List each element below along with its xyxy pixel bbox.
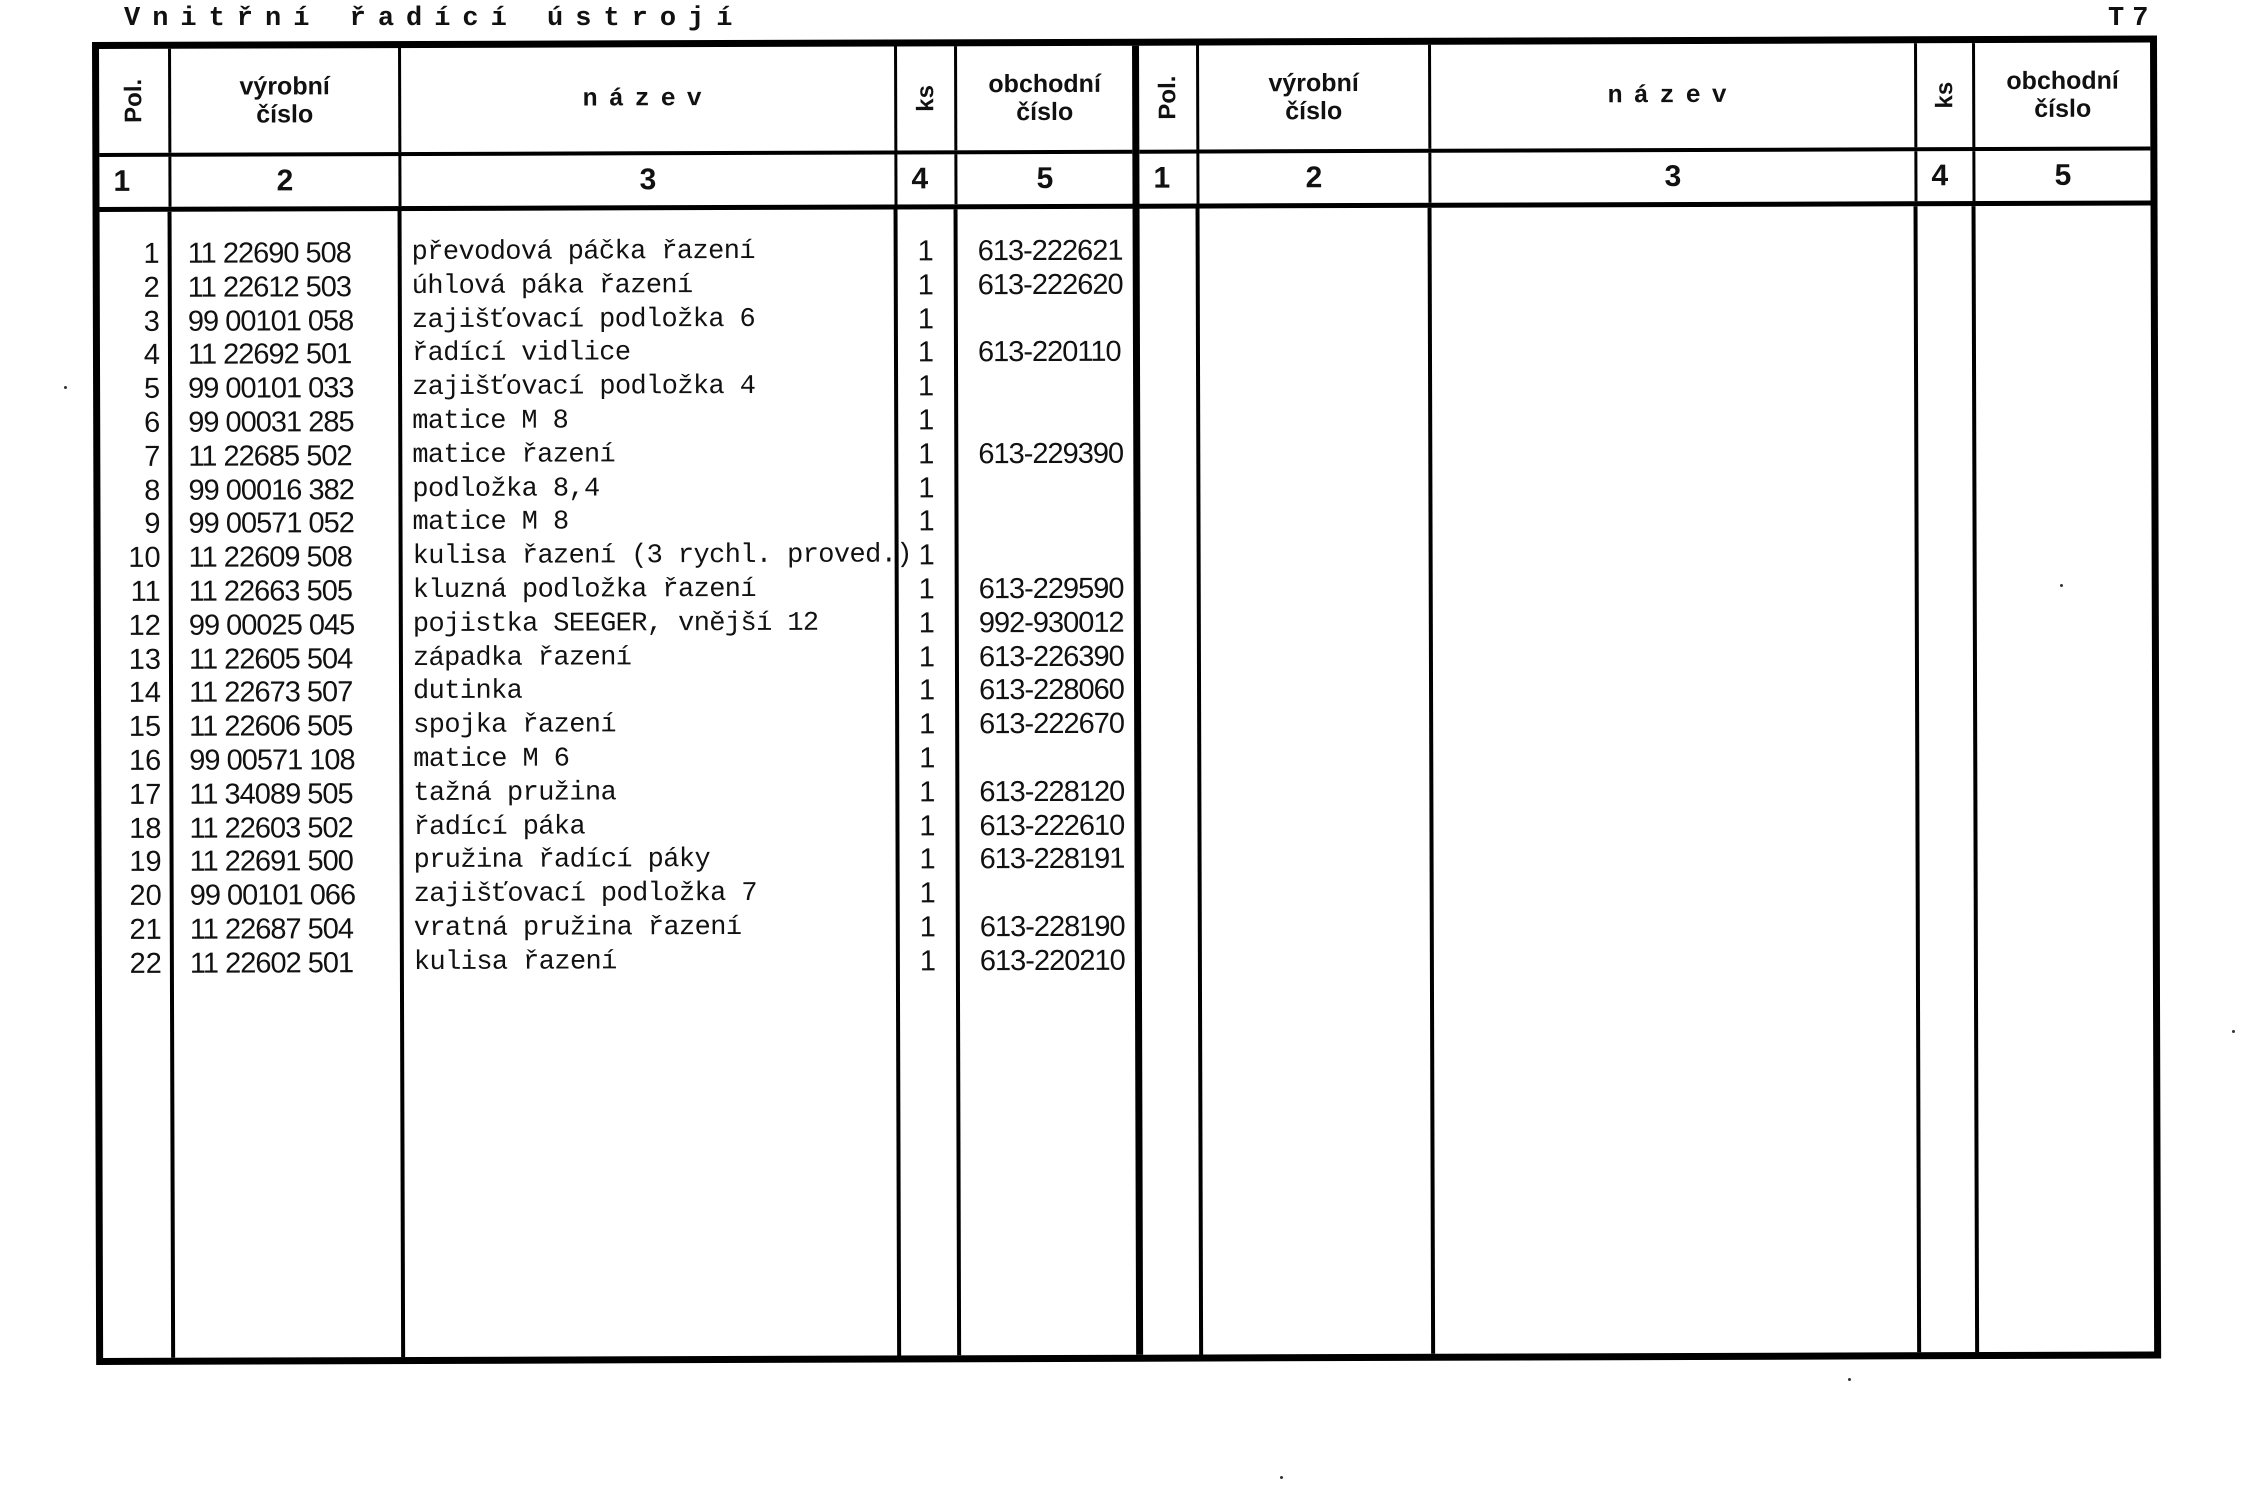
column-number: 2 xyxy=(1305,161,1323,195)
row-qty: 1 xyxy=(919,945,937,978)
row-name: kulisa řazení xyxy=(413,947,617,978)
row-pos: 2 xyxy=(143,271,160,304)
row-name: západka řazení xyxy=(412,642,632,674)
row-qty: 1 xyxy=(918,505,935,538)
column-number: 2 xyxy=(276,164,294,198)
column-part-no xyxy=(172,211,406,1358)
row-pos: 13 xyxy=(128,643,161,676)
row-trade-no: 613-222621 xyxy=(977,234,1123,268)
column-number: 4 xyxy=(1931,159,1949,193)
header-trade-no: obchodní číslo xyxy=(988,69,1101,127)
column-trade-no xyxy=(958,209,1137,1356)
row-part-no: 11 22605 504 xyxy=(188,642,353,676)
row-trade-no: 613-228191 xyxy=(979,843,1125,876)
row-part-no: 11 22663 505 xyxy=(188,575,353,608)
row-qty: 1 xyxy=(918,438,935,471)
row-part-no: 99 00101 058 xyxy=(187,304,354,338)
row-qty: 1 xyxy=(919,809,936,842)
row-trade-no: 613-228120 xyxy=(979,775,1125,808)
row-pos: 19 xyxy=(129,846,162,879)
parts-table-right-half xyxy=(1139,43,2154,1355)
header-qty: ks xyxy=(1917,43,1975,147)
row-trade-no xyxy=(958,404,1133,438)
row-trade-no: 613-229390 xyxy=(978,437,1124,470)
row-part-no: 99 00571 108 xyxy=(189,744,355,777)
row-name: řadící vidlice xyxy=(411,338,631,370)
row-trade-no xyxy=(958,505,1133,539)
row-trade-no xyxy=(959,742,1134,776)
row-name: zajišťovací podložka 4 xyxy=(412,372,756,404)
row-name: dutinka xyxy=(412,677,523,708)
scan-speck xyxy=(2232,1030,2235,1033)
header-qty: ks xyxy=(897,46,957,150)
row-name: spojka řazení xyxy=(413,710,617,742)
row-part-no: 11 22685 502 xyxy=(188,439,352,473)
row-qty: 1 xyxy=(917,302,934,336)
row-pos: 6 xyxy=(144,406,161,439)
row-pos: 11 xyxy=(130,575,161,608)
row-pos: 10 xyxy=(128,541,161,575)
row-qty: 1 xyxy=(917,269,934,302)
row-part-no: 99 00101 033 xyxy=(188,372,354,405)
row-trade-no: 613-222610 xyxy=(979,809,1125,842)
row-qty: 1 xyxy=(918,471,935,504)
row-part-no: 99 00571 052 xyxy=(188,507,354,541)
column-number: 5 xyxy=(1036,161,1054,196)
column-number: 3 xyxy=(1664,160,1682,194)
row-trade-no: 613-228060 xyxy=(978,674,1124,707)
row-trade-no xyxy=(958,370,1133,404)
row-name: matice M 8 xyxy=(412,406,569,437)
row-qty: 1 xyxy=(919,776,936,809)
row-qty: 1 xyxy=(919,877,936,910)
row-qty: 1 xyxy=(919,911,936,944)
header-trade-no: obchodní číslo xyxy=(2006,66,2119,123)
column-pos xyxy=(100,212,176,1358)
header-name: název xyxy=(1431,43,1917,149)
row-pos: 5 xyxy=(143,372,161,406)
row-name: pojistka SEEGER, vnější 12 xyxy=(412,608,819,640)
row-name: matice M 8 xyxy=(412,507,569,539)
row-pos: 20 xyxy=(129,879,162,913)
row-trade-no xyxy=(958,302,1133,336)
row-name: převodová páčka řazení xyxy=(411,236,755,268)
column-number-row xyxy=(1139,151,2150,209)
row-qty: 1 xyxy=(917,235,934,268)
header-pos: Pol. xyxy=(1139,46,1199,150)
header-row xyxy=(1139,43,2150,154)
row-trade-no xyxy=(959,539,1134,573)
row-name: pružina řadící páky xyxy=(413,845,711,877)
row-name: úhlová páka řazení xyxy=(411,270,693,302)
row-pos: 22 xyxy=(129,947,162,980)
column-number: 4 xyxy=(911,162,929,196)
header-pos: Pol. xyxy=(99,49,171,153)
row-part-no: 11 22692 501 xyxy=(187,338,352,372)
row-trade-no: 613-228190 xyxy=(979,910,1125,944)
row-name: řadící páka xyxy=(413,812,586,843)
row-qty: 1 xyxy=(918,640,936,673)
row-pos: 1 xyxy=(143,237,160,270)
row-qty: 1 xyxy=(918,539,935,572)
parts-table xyxy=(92,36,2161,1365)
scan-speck xyxy=(2060,584,2063,587)
row-trade-no xyxy=(958,471,1133,505)
row-qty: 1 xyxy=(918,607,935,640)
row-qty: 1 xyxy=(917,336,935,369)
row-qty: 1 xyxy=(919,843,936,876)
row-qty: 1 xyxy=(919,742,936,775)
row-pos: 3 xyxy=(143,305,160,338)
row-name: vratná pružina řazení xyxy=(413,912,742,944)
row-part-no: 99 00016 382 xyxy=(188,473,354,507)
row-part-no: 99 00031 285 xyxy=(188,406,354,439)
column-qty xyxy=(898,209,962,1355)
row-qty: 1 xyxy=(918,404,935,437)
row-part-no: 11 22606 505 xyxy=(189,710,353,743)
scan-speck xyxy=(64,386,67,389)
row-part-no: 11 22690 508 xyxy=(187,237,351,270)
scan-speck xyxy=(1280,1476,1283,1479)
row-part-no: 99 00025 045 xyxy=(188,608,355,642)
column-name xyxy=(402,209,912,1357)
table-body xyxy=(100,209,1137,1358)
row-pos: 12 xyxy=(128,609,161,642)
row-trade-no: 613-220110 xyxy=(977,336,1121,369)
row-trade-no: 992-930012 xyxy=(978,606,1124,639)
row-name: podložka 8,4 xyxy=(412,473,600,505)
row-pos: 18 xyxy=(129,812,162,845)
row-trade-no: 613-229590 xyxy=(978,572,1124,606)
column-number: 3 xyxy=(639,163,657,197)
row-name: kulisa řazení (3 rychl. proved.) xyxy=(412,540,912,573)
row-part-no: 11 22602 501 xyxy=(189,946,354,980)
row-trade-no: 613-220210 xyxy=(979,944,1125,977)
column-number-row xyxy=(99,154,1132,212)
row-trade-no xyxy=(960,877,1135,911)
column-number: 1 xyxy=(113,164,131,198)
row-part-no: 99 00101 066 xyxy=(189,879,356,912)
column-number: 5 xyxy=(2054,158,2072,192)
row-name: tažná pružina xyxy=(413,778,617,809)
row-trade-no: 613-226390 xyxy=(978,640,1124,673)
row-part-no: 11 34089 505 xyxy=(189,777,353,811)
page-title: Vnitřní řadící ústrojí xyxy=(124,4,745,34)
row-name: matice M 6 xyxy=(413,744,570,775)
parts-table-left-half xyxy=(99,46,1143,1358)
row-pos: 21 xyxy=(129,913,162,946)
row-name: matice řazení xyxy=(412,440,616,471)
scan-speck xyxy=(1848,1378,1851,1381)
row-pos: 4 xyxy=(143,339,161,372)
column-number: 1 xyxy=(1153,161,1171,195)
row-pos: 14 xyxy=(128,677,162,710)
header-part-no: výrobní číslo xyxy=(171,48,401,153)
header-name: název xyxy=(401,46,897,152)
row-trade-no: 613-222670 xyxy=(979,707,1125,741)
row-part-no: 11 22687 504 xyxy=(189,913,354,946)
header-row xyxy=(99,46,1132,157)
row-name: kluzná podložka řazení xyxy=(412,574,757,606)
row-part-no: 11 22691 500 xyxy=(189,845,353,879)
row-pos: 8 xyxy=(144,474,161,507)
row-part-no: 11 22612 503 xyxy=(187,270,352,304)
row-part-no: 11 22673 507 xyxy=(188,676,353,710)
row-trade-no: 613-222620 xyxy=(977,268,1123,302)
row-name: zajišťovací podložka 7 xyxy=(413,879,757,911)
row-pos: 7 xyxy=(144,440,161,473)
row-part-no: 11 22609 508 xyxy=(188,541,352,574)
row-qty: 1 xyxy=(918,573,935,606)
row-pos: 9 xyxy=(144,508,161,541)
header-part-no: výrobní číslo xyxy=(1199,45,1431,150)
row-qty: 1 xyxy=(917,370,935,403)
row-qty: 1 xyxy=(919,708,936,741)
row-pos: 17 xyxy=(129,778,162,811)
row-pos: 15 xyxy=(128,710,162,744)
row-name: zajišťovací podložka 6 xyxy=(411,304,756,336)
table-body xyxy=(1140,206,2155,1355)
page-code: T7 xyxy=(2108,4,2157,34)
row-qty: 1 xyxy=(918,674,936,707)
row-part-no: 11 22603 502 xyxy=(189,811,353,845)
row-pos: 16 xyxy=(128,744,162,777)
